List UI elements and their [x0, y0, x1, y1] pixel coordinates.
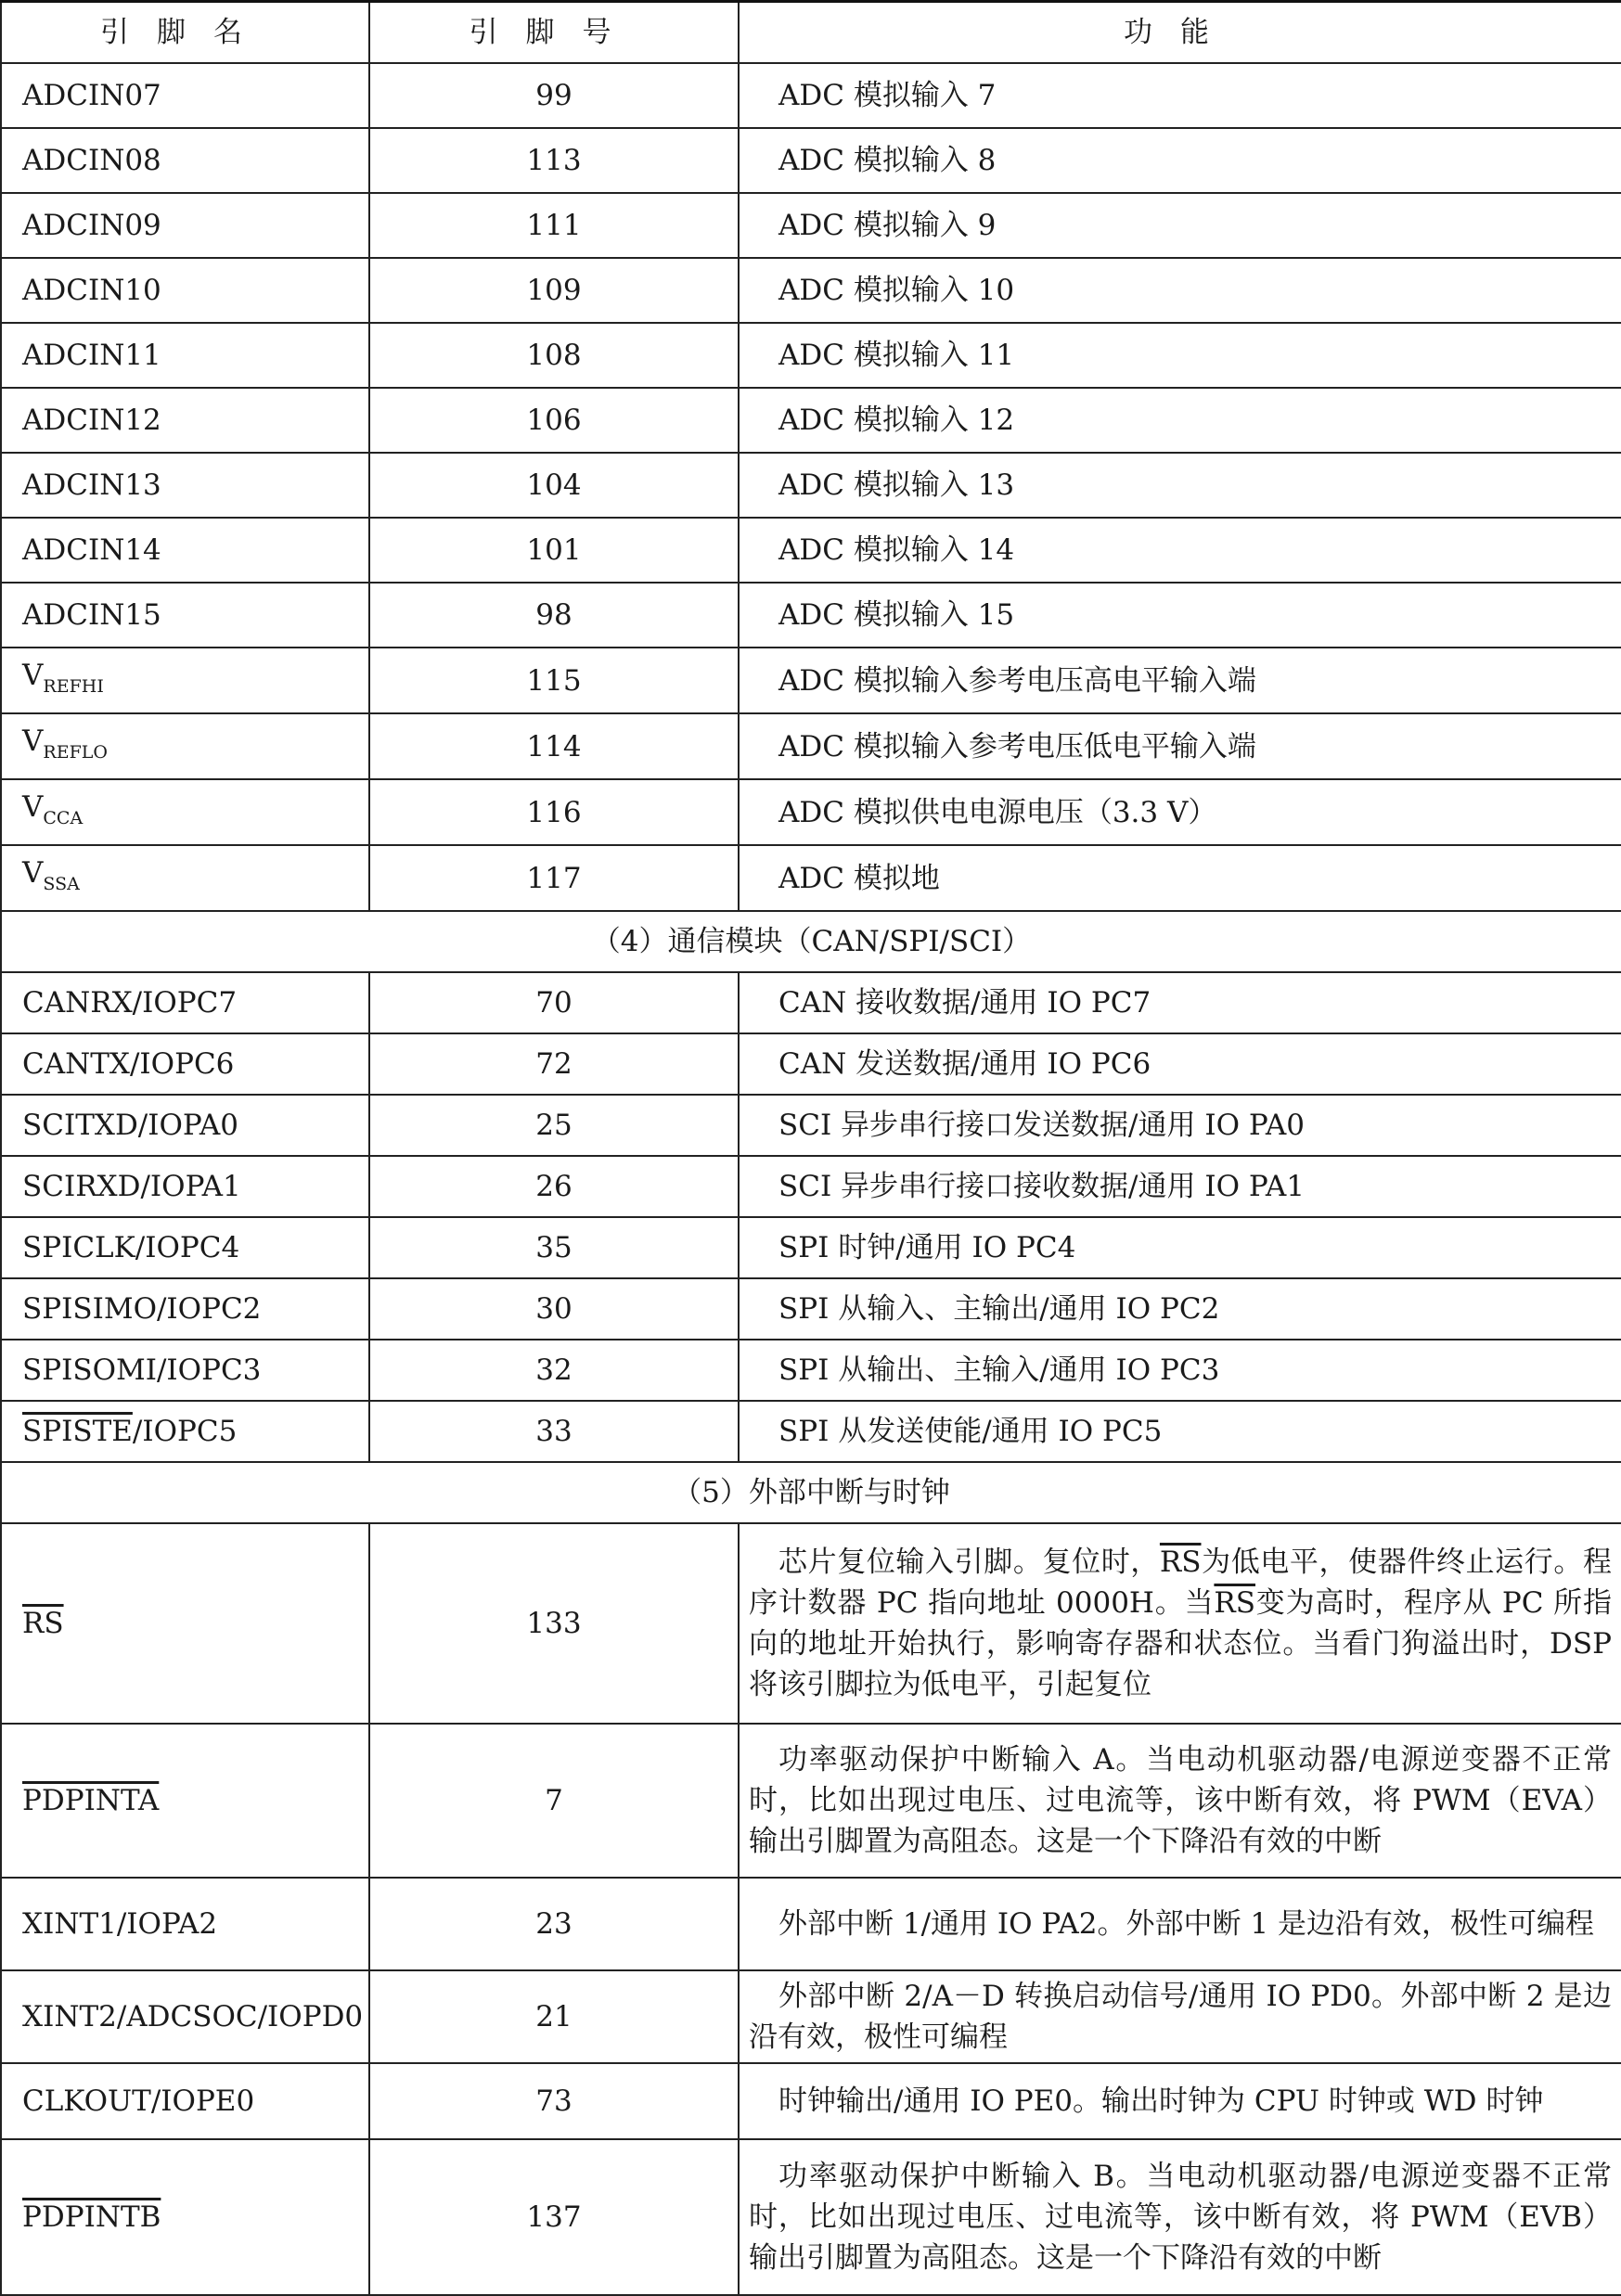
pin-number: 25 [369, 1095, 739, 1156]
pin-name: XINT2/ADCSOC/IOPD0 [1, 1970, 369, 2063]
table-row [1, 2139, 1621, 2295]
table-row [1, 2063, 1621, 2139]
pin-function: ADC 模拟输入 14 [739, 518, 1621, 583]
pin-name: ADCIN07 [1, 63, 369, 128]
pin-name [1, 845, 369, 911]
table-row [1, 128, 1621, 193]
pin-number: 73 [369, 2063, 739, 2139]
table-row [1, 453, 1621, 518]
table-row [1, 1156, 1621, 1217]
pin-function: SPI 时钟/通用 IO PC4 [739, 1217, 1621, 1278]
pin-number: 26 [369, 1156, 739, 1217]
pin-name: CLKOUT/IOPE0 [1, 2063, 369, 2139]
pin-name: SPICLK/IOPC4 [1, 1217, 369, 1278]
pin-name: SPISOMI/IOPC3 [1, 1340, 369, 1401]
section-header-row [1, 1462, 1621, 1523]
table-row [1, 845, 1621, 911]
pin-number: 113 [369, 128, 739, 193]
pin-function: 外部中断 2/A－D 转换启动信号/通用 IO PD0。外部中断 2 是边沿有效，极性可编程 [739, 1970, 1621, 2063]
pin-number: 32 [369, 1340, 739, 1401]
pin-function: CAN 发送数据/通用 IO PC6 [739, 1033, 1621, 1095]
pin-name [1, 1523, 369, 1724]
pin-name [1, 779, 369, 845]
table-row [1, 388, 1621, 453]
pin-function: 功率驱动保护中断输入 B。当电动机驱动器/电源逆变器不正常时，比如出现过电压、过电流等，该中断有效，将 PWM（EVB）输出引脚置为高阻态。这是一个下降沿有效的中断 [739, 2139, 1621, 2295]
pin-name [1, 713, 369, 779]
pin-name: ADCIN15 [1, 583, 369, 648]
pin-name: ADCIN08 [1, 128, 369, 193]
pin-name: ADCIN14 [1, 518, 369, 583]
pin-function: SCI 异步串行接口发送数据/通用 IO PA0 [739, 1095, 1621, 1156]
pin-name: ADCIN09 [1, 193, 369, 258]
pin-function: SCI 异步串行接口接收数据/通用 IO PA1 [739, 1156, 1621, 1217]
pin-function: SPI 从发送使能/通用 IO PC5 [739, 1401, 1621, 1462]
pin-function: ADC 模拟输入 9 [739, 193, 1621, 258]
active-low-name: $\overline{RS}$ [22, 1607, 64, 1640]
pin-number: 111 [369, 193, 739, 258]
header-pin-name: 引脚名 [1, 2, 369, 64]
pin-function: SPI 从输出、主输入/通用 IO PC3 [739, 1340, 1621, 1401]
pin-name-suffix: /IOPC5 [132, 1415, 238, 1448]
pin-function: ADC 模拟供电电源电压（3.3 V） [739, 779, 1621, 845]
pin-name: XINT1/IOPA2 [1, 1878, 369, 1970]
table-row [1, 1401, 1621, 1462]
pin-number: 72 [369, 1033, 739, 1095]
pin-number: 23 [369, 1878, 739, 1970]
header-pin-number: 引脚号 [369, 2, 739, 64]
pin-name: ADCIN11 [1, 323, 369, 388]
pin-name-base: V [22, 855, 44, 890]
pin-function: ADC 模拟输入 7 [739, 63, 1621, 128]
pin-function: 功率驱动保护中断输入 A。当电动机驱动器/电源逆变器不正常时，比如出现过电压、过电流等，该中断有效，将 PWM（EVA）输出引脚置为高阻态。这是一个下降沿有效的中断 [739, 1724, 1621, 1878]
pin-name [1, 2139, 369, 2295]
pin-number: 114 [369, 713, 739, 779]
pin-name [1, 648, 369, 713]
pin-name: SCIRXD/IOPA1 [1, 1156, 369, 1217]
pin-number: 30 [369, 1278, 739, 1340]
table-row [1, 1523, 1621, 1724]
pin-name: ADCIN10 [1, 258, 369, 323]
pin-name-subscript: SSA [43, 873, 80, 894]
section-title: （4）通信模块（CAN/SPI/SCI） [1, 911, 1621, 972]
header-row [1, 2, 1621, 64]
function-text: 变为高时，程序从 PC 所指向的地址开始执行，影响寄存器和状态位。当看门狗溢出时，DSP 将该引脚拉为低电平，引起复位 [749, 1586, 1612, 1701]
pin-number: 116 [369, 779, 739, 845]
pin-number: 98 [369, 583, 739, 648]
pin-function: ADC 模拟输入 13 [739, 453, 1621, 518]
table-row [1, 258, 1621, 323]
pin-number: 7 [369, 1724, 739, 1878]
table-row [1, 972, 1621, 1033]
pin-function: ADC 模拟输入 15 [739, 583, 1621, 648]
pin-name: ADCIN12 [1, 388, 369, 453]
table-row [1, 1970, 1621, 2063]
function-text: 芯片复位输入引脚。复位时， [778, 1546, 1160, 1579]
table-row [1, 1278, 1621, 1340]
table-row [1, 713, 1621, 779]
pin-name-subscript: REFHI [43, 675, 104, 697]
pin-number: 109 [369, 258, 739, 323]
pin-name: SCITXD/IOPA0 [1, 1095, 369, 1156]
table-row [1, 648, 1621, 713]
table-row [1, 323, 1621, 388]
pin-number: 101 [369, 518, 739, 583]
active-low-name: SPISTE [22, 1415, 133, 1448]
active-low-name: PDPINTA [22, 1784, 160, 1817]
active-low-name: $\overline{RS}$ [1214, 1586, 1255, 1620]
function-text: 为低电平，使器件终止运行。程序计数器 PC 指向地址 0000H。当 [749, 1546, 1612, 1620]
pin-number: 106 [369, 388, 739, 453]
section-header-row [1, 911, 1621, 972]
table-row [1, 63, 1621, 128]
active-low-name: PDPINTB [22, 2200, 161, 2234]
pin-number: 35 [369, 1217, 739, 1278]
pin-function: 时钟输出/通用 IO PE0。输出时钟为 CPU 时钟或 WD 时钟 [739, 2063, 1621, 2139]
pin-function: 外部中断 1/通用 IO PA2。外部中断 1 是边沿有效，极性可编程 [739, 1878, 1621, 1970]
table-row [1, 1033, 1621, 1095]
pin-number: 133 [369, 1523, 739, 1724]
pin-number: 70 [369, 972, 739, 1033]
table-row [1, 1095, 1621, 1156]
pin-name: CANTX/IOPC6 [1, 1033, 369, 1095]
pin-number: 115 [369, 648, 739, 713]
table-row [1, 779, 1621, 845]
table-row [1, 193, 1621, 258]
table-row [1, 1724, 1621, 1878]
table-row [1, 1217, 1621, 1278]
pin-function: ADC 模拟输入参考电压低电平输入端 [739, 713, 1621, 779]
header-function: 功能 [739, 2, 1621, 64]
pin-number: 104 [369, 453, 739, 518]
pin-number: 108 [369, 323, 739, 388]
pin-function: ADC 模拟输入 12 [739, 388, 1621, 453]
pin-function [739, 1523, 1621, 1724]
table-row [1, 583, 1621, 648]
pin-name [1, 1724, 369, 1878]
pin-name: CANRX/IOPC7 [1, 972, 369, 1033]
pin-name: SPISIMO/IOPC2 [1, 1278, 369, 1340]
table-row [1, 1340, 1621, 1401]
pin-function: SPI 从输入、主输出/通用 IO PC2 [739, 1278, 1621, 1340]
pin-name-subscript: REFLO [43, 741, 108, 763]
pin-name: ADCIN13 [1, 453, 369, 518]
pin-function: ADC 模拟输入参考电压高电平输入端 [739, 648, 1621, 713]
pin-name-base: V [22, 724, 44, 758]
pin-name-base: V [22, 789, 44, 824]
pin-number: 137 [369, 2139, 739, 2295]
pin-function: ADC 模拟输入 11 [739, 323, 1621, 388]
section-title: （5）外部中断与时钟 [1, 1462, 1621, 1523]
pin-function: ADC 模拟地 [739, 845, 1621, 911]
pin-number: 99 [369, 63, 739, 128]
pin-function: ADC 模拟输入 8 [739, 128, 1621, 193]
pin-number: 33 [369, 1401, 739, 1462]
table-row [1, 1878, 1621, 1970]
pin-number: 21 [369, 1970, 739, 2063]
pin-name-subscript: CCA [43, 807, 84, 828]
table-row [1, 518, 1621, 583]
pin-name-base: V [22, 658, 44, 692]
pin-number: 117 [369, 845, 739, 911]
pin-function: ADC 模拟输入 10 [739, 258, 1621, 323]
pin-function: CAN 接收数据/通用 IO PC7 [739, 972, 1621, 1033]
active-low-name: $\overline{RS}$ [1159, 1546, 1202, 1579]
pin-name [1, 1401, 369, 1462]
